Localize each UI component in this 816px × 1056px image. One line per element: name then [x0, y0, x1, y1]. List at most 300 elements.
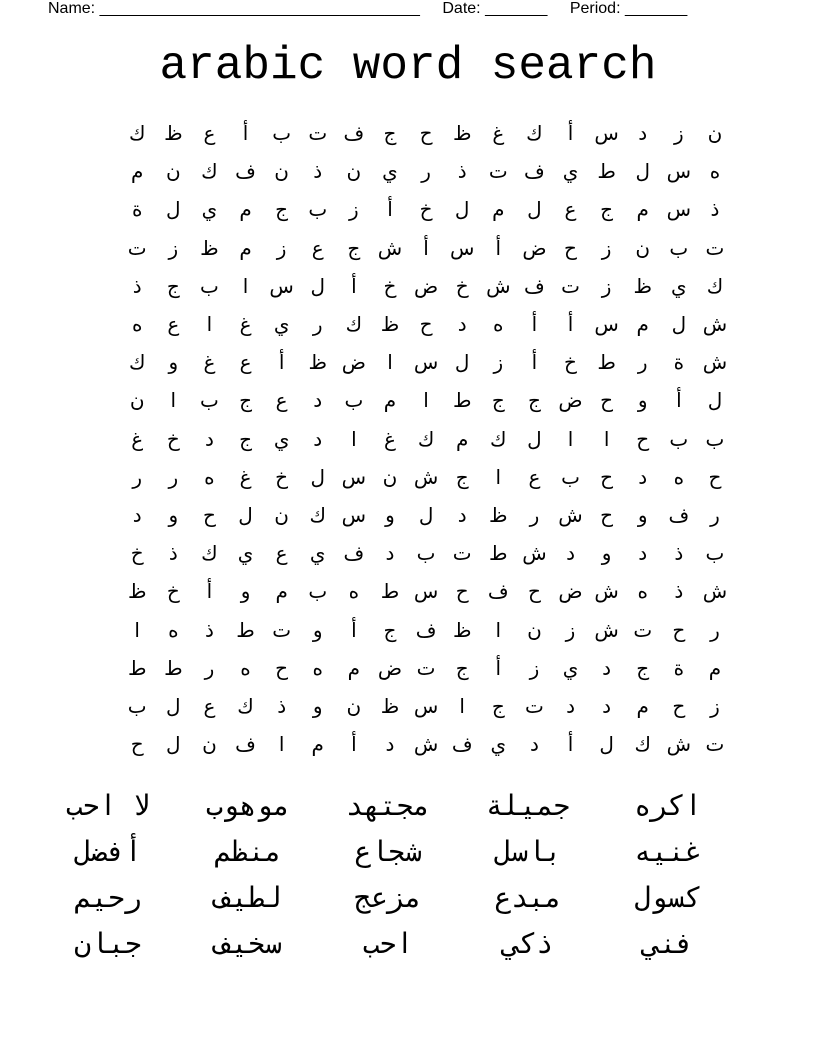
grid-letter: ف	[451, 732, 473, 757]
grid-letter: ذ	[204, 617, 214, 642]
word-item: كسول	[634, 880, 702, 914]
grid-letter: ه	[204, 464, 215, 489]
grid-letter: ي	[562, 159, 579, 184]
grid-letter: ك	[237, 693, 254, 718]
grid-letter: ب	[669, 235, 689, 260]
grid-letter: ا	[423, 388, 429, 413]
grid-letter: ز	[276, 235, 287, 260]
grid-letter: س	[413, 350, 439, 375]
grid-letter: ك	[634, 732, 651, 757]
grid-letter: ي	[273, 426, 290, 451]
grid-letter: ذ	[674, 541, 684, 566]
grid-letter: ش	[702, 579, 728, 604]
grid-letter: ظ	[633, 273, 652, 298]
grid-letter: ي	[237, 541, 254, 566]
grid-letter: ر	[312, 312, 323, 337]
grid-letter: ز	[493, 350, 504, 375]
grid-row	[83, 725, 733, 763]
grid-letter: ل	[166, 732, 181, 757]
grid-letter: ج	[455, 655, 469, 680]
grid-letter: ح	[672, 617, 686, 642]
grid-letter: ر	[710, 617, 720, 642]
grid-letter: ض	[558, 579, 583, 604]
grid-letter: ج	[636, 655, 650, 680]
grid-letter: ل	[166, 197, 181, 222]
grid-row	[83, 152, 733, 190]
grid-letter: س	[341, 502, 367, 527]
word-item: مزعج	[354, 880, 422, 914]
grid-letter: ب	[669, 426, 689, 451]
grid-letter: ز	[168, 235, 179, 260]
grid-letter: ر	[132, 464, 143, 489]
grid-letter: ط	[452, 388, 472, 413]
grid-letter: د	[638, 121, 648, 146]
grid-row	[83, 381, 733, 419]
word-list	[38, 782, 738, 966]
grid-letter: ف	[343, 121, 365, 146]
grid-letter: ت	[561, 273, 580, 298]
grid-letter: م	[492, 197, 505, 222]
grid-letter: ح	[455, 579, 469, 604]
grid-letter: ز	[601, 235, 612, 260]
grid-letter: أ	[495, 655, 502, 680]
grid-letter: أ	[676, 388, 682, 413]
grid-letter: م	[636, 312, 649, 337]
grid-letter: خ	[564, 350, 577, 375]
grid-letter: ل	[671, 312, 687, 337]
grid-letter: م	[311, 732, 324, 757]
grid-letter: ل	[238, 502, 253, 527]
grid-letter: ج	[239, 388, 252, 413]
grid-letter: ا	[206, 312, 213, 337]
grid-letter: س	[341, 464, 367, 489]
grid-letter: ت	[416, 655, 436, 680]
grid-letter: ا	[603, 426, 610, 451]
grid-letter: أ	[242, 121, 249, 146]
grid-letter: ت	[705, 732, 725, 757]
grid-letter: س	[449, 235, 475, 260]
grid-letter: ه	[348, 579, 360, 604]
grid-letter: ج	[491, 388, 505, 413]
grid-letter: ض	[413, 273, 439, 298]
grid-letter: د	[385, 732, 395, 757]
grid-letter: ن	[274, 502, 289, 527]
grid-row	[83, 496, 733, 534]
grid-letter: ل	[454, 350, 470, 375]
grid-letter: ض	[377, 655, 403, 680]
grid-letter: ك	[417, 426, 435, 451]
grid-letter: ش	[594, 617, 619, 642]
grid-letter: د	[638, 464, 648, 489]
grid-letter: ف	[524, 273, 545, 298]
grid-letter: أ	[531, 350, 538, 375]
grid-letter: ج	[491, 693, 505, 718]
grid-letter: ط	[489, 541, 508, 566]
grid-letter: ب	[200, 388, 219, 413]
grid-letter: ع	[167, 312, 180, 337]
grid-letter: ش	[666, 732, 692, 757]
grid-letter: ح	[275, 655, 289, 680]
grid-letter: ش	[413, 732, 439, 757]
grid-letter: ن	[129, 388, 145, 413]
grid-letter: م	[239, 235, 252, 260]
grid-letter: ل	[527, 426, 542, 451]
grid-letter: و	[168, 502, 179, 527]
grid-letter: م	[239, 197, 252, 222]
grid-letter: ر	[710, 502, 720, 527]
word-list-row	[38, 874, 738, 920]
grid-letter: ك	[201, 159, 218, 184]
grid-letter: ذ	[277, 693, 287, 718]
grid-letter: أ	[387, 197, 393, 222]
grid-letter: ا	[351, 426, 357, 451]
grid-letter: ط	[380, 579, 400, 604]
grid-letter: ي	[201, 197, 218, 222]
word-item: جبان	[74, 926, 142, 960]
grid-letter: و	[601, 541, 612, 566]
grid-letter: ن	[202, 732, 217, 757]
grid-letter: د	[457, 312, 467, 337]
word-item: موهوب	[205, 788, 291, 822]
word-list-row	[38, 828, 738, 874]
grid-letter: ب	[127, 693, 147, 718]
grid-letter: ح	[202, 502, 216, 527]
grid-letter: ط	[164, 655, 183, 680]
grid-letter: ج	[166, 273, 180, 298]
grid-letter: ح	[636, 426, 650, 451]
grid-letter: ف	[235, 732, 256, 757]
grid-letter: ك	[201, 541, 218, 566]
grid-letter: خ	[275, 464, 289, 489]
grid-letter: ل	[599, 732, 614, 757]
grid-letter: ض	[522, 235, 547, 260]
grid-letter: أ	[567, 312, 574, 337]
grid-letter: س	[594, 121, 619, 146]
grid-letter: و	[637, 388, 648, 413]
grid-letter: ن	[527, 617, 542, 642]
grid-letter: س	[269, 273, 294, 298]
word-item: سخيف	[214, 926, 282, 960]
grid-letter: ظ	[452, 617, 472, 642]
grid-letter: ظ	[489, 502, 508, 527]
grid-letter: د	[313, 388, 323, 413]
grid-letter: ر	[168, 464, 179, 489]
word-item: احب	[362, 926, 414, 960]
grid-row	[83, 610, 733, 648]
grid-letter: و	[312, 693, 323, 718]
grid-letter: د	[457, 502, 467, 527]
grid-letter: خ	[419, 197, 433, 222]
grid-letter: و	[385, 502, 395, 527]
grid-letter: ا	[242, 273, 249, 298]
grid-letter: ف	[524, 159, 545, 184]
grid-letter: ة	[673, 350, 685, 375]
grid-letter: ب	[272, 121, 292, 146]
grid-letter: ع	[311, 235, 324, 260]
grid-letter: ش	[558, 502, 583, 527]
grid-letter: د	[566, 541, 575, 566]
grid-letter: د	[566, 693, 575, 718]
grid-letter: ش	[702, 350, 728, 375]
grid-letter: ج	[455, 464, 469, 489]
grid-letter: ح	[130, 732, 144, 757]
date-field: Date: _______	[442, 0, 548, 17]
grid-letter: ي	[309, 541, 326, 566]
grid-letter: ن	[165, 159, 181, 184]
grid-letter: ت	[452, 541, 472, 566]
grid-letter: د	[385, 541, 395, 566]
grid-letter: ج	[347, 235, 361, 260]
grid-letter: ك	[128, 121, 146, 146]
grid-letter: ح	[708, 464, 722, 489]
grid-letter: أ	[278, 350, 285, 375]
grid-letter: م	[383, 388, 397, 413]
grid-letter: ف	[487, 579, 509, 604]
grid-letter: ج	[527, 388, 541, 413]
grid-letter: ض	[558, 388, 583, 413]
grid-letter: ع	[275, 541, 288, 566]
grid-letter: ت	[127, 235, 147, 260]
grid-letter: ا	[567, 426, 574, 451]
grid-letter: ظ	[380, 693, 400, 718]
word-item: لطيف	[214, 880, 282, 914]
grid-letter: ب	[200, 273, 219, 298]
grid-letter: ط	[236, 617, 255, 642]
grid-letter: ع	[564, 197, 577, 222]
grid-letter: ح	[527, 579, 541, 604]
grid-letter: ج	[383, 121, 397, 146]
grid-letter: ف	[343, 541, 365, 566]
grid-letter: ة	[673, 655, 685, 680]
grid-letter: ع	[275, 388, 288, 413]
grid-letter: ط	[597, 159, 616, 184]
grid-letter: ض	[341, 350, 366, 375]
grid-letter: أ	[351, 732, 357, 757]
grid-row	[83, 229, 733, 267]
grid-letter: ل	[166, 693, 181, 718]
grid-letter: ك	[490, 426, 507, 451]
grid-letter: ب	[705, 426, 725, 451]
grid-letter: و	[637, 502, 648, 527]
grid-letter: خ	[166, 579, 180, 604]
grid-letter: ل	[527, 197, 542, 222]
grid-letter: خ	[455, 273, 469, 298]
grid-row	[83, 343, 733, 381]
grid-letter: ع	[239, 350, 252, 375]
grid-letter: ا	[170, 388, 177, 413]
grid-letter: ه	[131, 312, 143, 337]
grid-letter: ا	[495, 464, 502, 489]
grid-letter: ظ	[308, 350, 327, 375]
grid-letter: ع	[528, 464, 541, 489]
grid-letter: ح	[419, 121, 433, 146]
grid-letter: أ	[351, 273, 357, 298]
grid-letter: ف	[235, 159, 256, 184]
grid-letter: ش	[702, 312, 728, 337]
grid-letter: ح	[600, 502, 614, 527]
grid-letter: و	[168, 350, 179, 375]
grid-letter: ط	[597, 350, 616, 375]
grid-letter: د	[602, 693, 612, 718]
grid-letter: ت	[308, 121, 328, 146]
grid-letter: ن	[346, 159, 362, 184]
grid-letter: ي	[562, 655, 579, 680]
grid-letter: ط	[127, 655, 147, 680]
word-list-row	[38, 920, 738, 966]
grid-letter: غ	[239, 464, 252, 489]
grid-letter: د	[602, 655, 612, 680]
grid-letter: ذ	[313, 159, 323, 184]
grid-letter: ي	[273, 312, 290, 337]
grid-letter: ه	[637, 579, 648, 604]
grid-row	[83, 687, 733, 725]
grid-letter: ا	[134, 617, 140, 642]
grid-letter: ت	[272, 617, 292, 642]
grid-letter: أ	[351, 617, 357, 642]
grid-letter: ج	[275, 197, 289, 222]
grid-row	[83, 458, 733, 496]
grid-letter: ك	[128, 350, 146, 375]
grid-letter: ل	[707, 388, 723, 413]
grid-letter: ش	[594, 579, 619, 604]
grid-row	[83, 572, 733, 610]
grid-letter: ت	[524, 693, 544, 718]
grid-letter: ه	[709, 159, 721, 184]
grid-letter: ي	[382, 159, 398, 184]
grid-letter: ش	[486, 273, 511, 298]
grid-letter: ه	[673, 464, 685, 489]
letter-grid	[83, 114, 733, 763]
grid-letter: غ	[203, 350, 216, 375]
grid-row	[83, 190, 733, 228]
word-item: منظم	[214, 834, 282, 868]
grid-letter: ن	[635, 235, 651, 260]
grid-letter: ز	[349, 197, 359, 222]
grid-letter: ن	[382, 464, 398, 489]
grid-row	[83, 420, 733, 458]
grid-letter: م	[131, 159, 144, 184]
grid-letter: س	[413, 579, 439, 604]
grid-letter: ف	[415, 617, 437, 642]
grid-letter: ز	[529, 655, 540, 680]
grid-row	[83, 534, 733, 572]
word-item: ذكي	[502, 926, 554, 960]
grid-letter: ت	[488, 159, 508, 184]
grid-letter: غ	[131, 426, 144, 451]
header-fields	[48, 0, 687, 20]
grid-letter: ر	[421, 159, 431, 184]
grid-letter: ب	[416, 541, 436, 566]
grid-letter: ه	[168, 617, 179, 642]
grid-letter: ز	[710, 693, 720, 718]
grid-letter: م	[455, 426, 469, 451]
grid-letter: خ	[130, 541, 144, 566]
grid-letter: ذ	[168, 541, 178, 566]
grid-letter: غ	[492, 121, 505, 146]
grid-letter: ب	[344, 388, 364, 413]
word-item: غنيه	[634, 834, 702, 868]
grid-letter: ظ	[164, 121, 183, 146]
word-item: مبدع	[494, 880, 562, 914]
grid-letter: ب	[308, 197, 328, 222]
grid-letter: ن	[274, 159, 289, 184]
grid-letter: ه	[240, 655, 251, 680]
grid-letter: أ	[423, 235, 429, 260]
grid-letter: ي	[490, 732, 507, 757]
grid-letter: د	[529, 732, 539, 757]
grid-letter: ح	[564, 235, 577, 260]
grid-letter: د	[313, 426, 323, 451]
grid-letter: ا	[459, 693, 465, 718]
grid-letter: ر	[637, 350, 648, 375]
grid-letter: د	[132, 502, 142, 527]
grid-letter: خ	[166, 426, 180, 451]
word-item: مجتهد	[345, 788, 431, 822]
grid-letter: س	[594, 312, 619, 337]
grid-row	[83, 305, 733, 343]
word-item: شجاع	[354, 834, 422, 868]
grid-letter: ا	[278, 732, 285, 757]
grid-letter: ذ	[457, 159, 467, 184]
grid-letter: ش	[413, 464, 439, 489]
grid-letter: س	[666, 159, 692, 184]
grid-letter: ظ	[127, 579, 147, 604]
grid-letter: ة	[131, 197, 143, 222]
grid-letter: ب	[308, 579, 328, 604]
grid-letter: و	[312, 617, 323, 642]
grid-letter: ا	[495, 617, 502, 642]
grid-letter: ت	[705, 235, 725, 260]
grid-letter: ح	[672, 693, 686, 718]
grid-letter: أ	[206, 579, 213, 604]
grid-letter: م	[347, 655, 361, 680]
grid-letter: ظ	[452, 121, 472, 146]
grid-letter: أ	[567, 121, 574, 146]
grid-letter: ذ	[674, 579, 684, 604]
word-item: لا احب	[65, 788, 151, 822]
grid-letter: أ	[495, 235, 502, 260]
grid-letter: و	[240, 579, 251, 604]
grid-letter: ل	[454, 197, 470, 222]
word-list-row	[38, 782, 738, 828]
word-item: فني	[642, 926, 694, 960]
grid-letter: أ	[567, 732, 574, 757]
grid-letter: ز	[674, 121, 684, 146]
grid-letter: ك	[706, 273, 724, 298]
grid-letter: ك	[345, 312, 363, 337]
grid-letter: ح	[419, 312, 433, 337]
grid-letter: ظ	[380, 312, 400, 337]
grid-row	[83, 267, 733, 305]
grid-letter: ر	[204, 655, 215, 680]
grid-letter: م	[636, 197, 649, 222]
grid-letter: ظ	[200, 235, 219, 260]
grid-letter: د	[204, 426, 214, 451]
grid-letter: ب	[561, 464, 580, 489]
grid-letter: ك	[526, 121, 543, 146]
grid-letter: م	[275, 579, 288, 604]
grid-letter: ح	[600, 388, 614, 413]
grid-letter: ر	[529, 502, 540, 527]
grid-row	[83, 114, 733, 152]
grid-letter: غ	[384, 426, 396, 451]
grid-row	[83, 649, 733, 687]
grid-letter: ش	[377, 235, 403, 260]
grid-letter: ي	[671, 273, 687, 298]
word-item: أفضل	[74, 834, 142, 868]
grid-letter: خ	[383, 273, 397, 298]
word-item: اكره	[634, 788, 702, 822]
